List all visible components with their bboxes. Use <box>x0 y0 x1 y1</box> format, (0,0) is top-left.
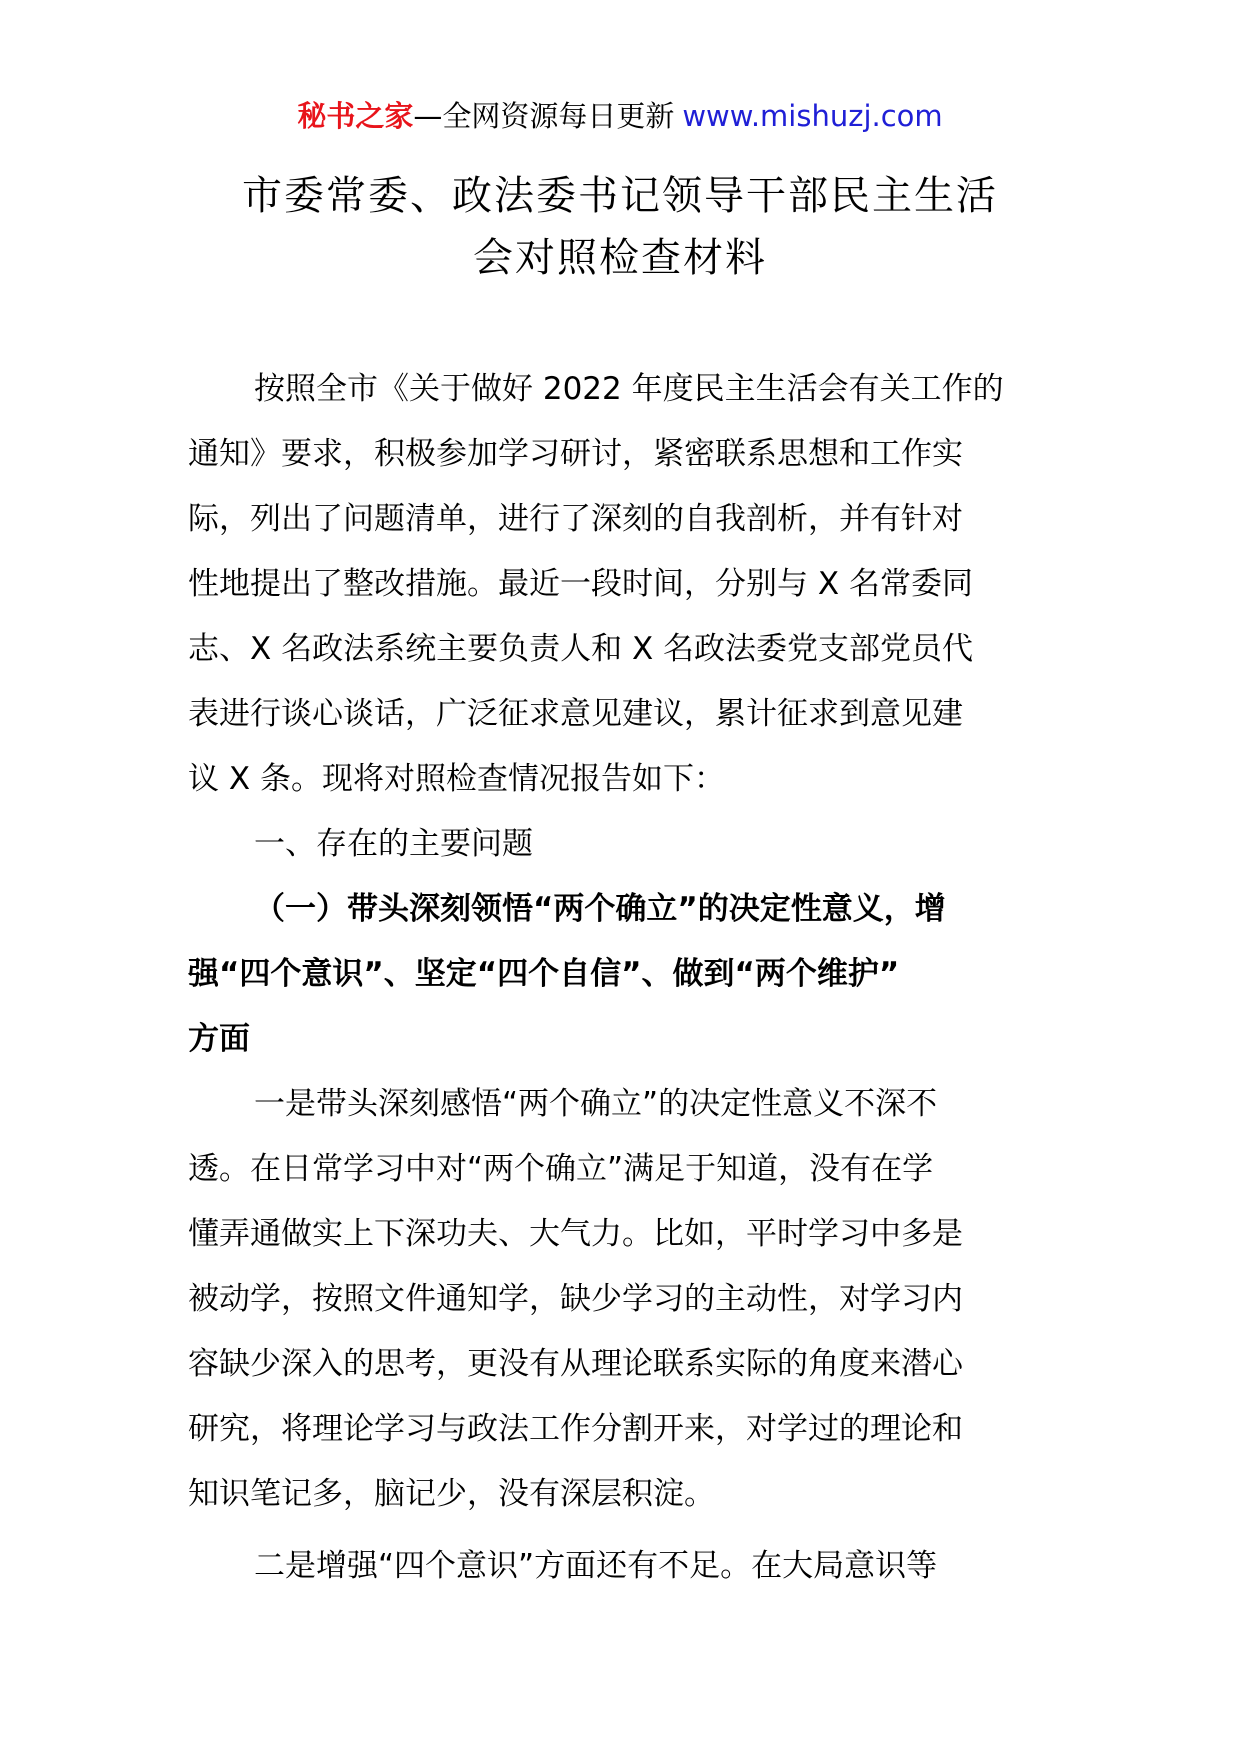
subsection-heading-line: 强“四个意识”、坚定“四个自信”、做到“两个维护” <box>188 956 900 992</box>
paragraph-line: 透。在日常学习中对“两个确立”满足于知道，没有在学 <box>188 1151 934 1187</box>
document-body <box>188 357 1058 1599</box>
document-title <box>180 165 1060 289</box>
document-title-line-1: 市委常委、政法委书记领导干部民主生活 <box>242 173 998 219</box>
paragraph-line: 通知》要求，积极参加学习研讨，紧密联系思想和工作实 <box>188 436 963 472</box>
paragraph-line: 被动学，按照文件通知学，缺少学习的主动性，对学习内 <box>188 1281 963 1317</box>
paragraph-line: 性地提出了整改措施。最近一段时间，分别与 X 名常委同 <box>188 566 973 602</box>
site-banner <box>0 96 1240 136</box>
paragraph-line: 懂弄通做实上下深功夫、大气力。比如，平时学习中多是 <box>188 1216 963 1252</box>
paragraph-line: 志、X 名政法系统主要负责人和 X 名政法委党支部党员代 <box>188 631 974 667</box>
paragraph-line: 按照全市《关于做好 2022 年度民主生活会有关工作的 <box>254 371 1004 407</box>
paragraph-line: 容缺少深入的思考，更没有从理论联系实际的角度来潜心 <box>188 1346 963 1382</box>
subsection-heading-line: 方面 <box>188 1021 250 1057</box>
paragraph-line: 知识笔记多，脑记少，没有深层积淀。 <box>188 1476 715 1512</box>
subsection-heading-line: （一）带头深刻领悟“两个确立”的决定性意义，增 <box>254 891 946 927</box>
site-tagline: —全网资源每日更新 <box>413 99 675 133</box>
site-brand: 秘书之家 <box>297 99 414 133</box>
paragraph-line: 一是带头深刻感悟“两个确立”的决定性意义不深不 <box>254 1086 938 1122</box>
site-url-link[interactable]: www.mishuzj.com <box>682 99 943 133</box>
paragraph-line: 表进行谈心谈话，广泛征求意见建议，累计征求到意见建 <box>188 696 963 732</box>
paragraph-line: 际，列出了问题清单，进行了深刻的自我剖析，并有针对 <box>188 501 963 537</box>
section-heading: 一、存在的主要问题 <box>254 826 533 862</box>
paragraph-line: 议 X 条。现将对照检查情况报告如下： <box>188 761 725 797</box>
paragraph-line: 研究，将理论学习与政法工作分割开来，对学过的理论和 <box>188 1411 963 1447</box>
paragraph-line: 二是增强“四个意识”方面还有不足。在大局意识等 <box>254 1548 938 1584</box>
document-title-line-2: 会对照检查材料 <box>473 235 767 281</box>
